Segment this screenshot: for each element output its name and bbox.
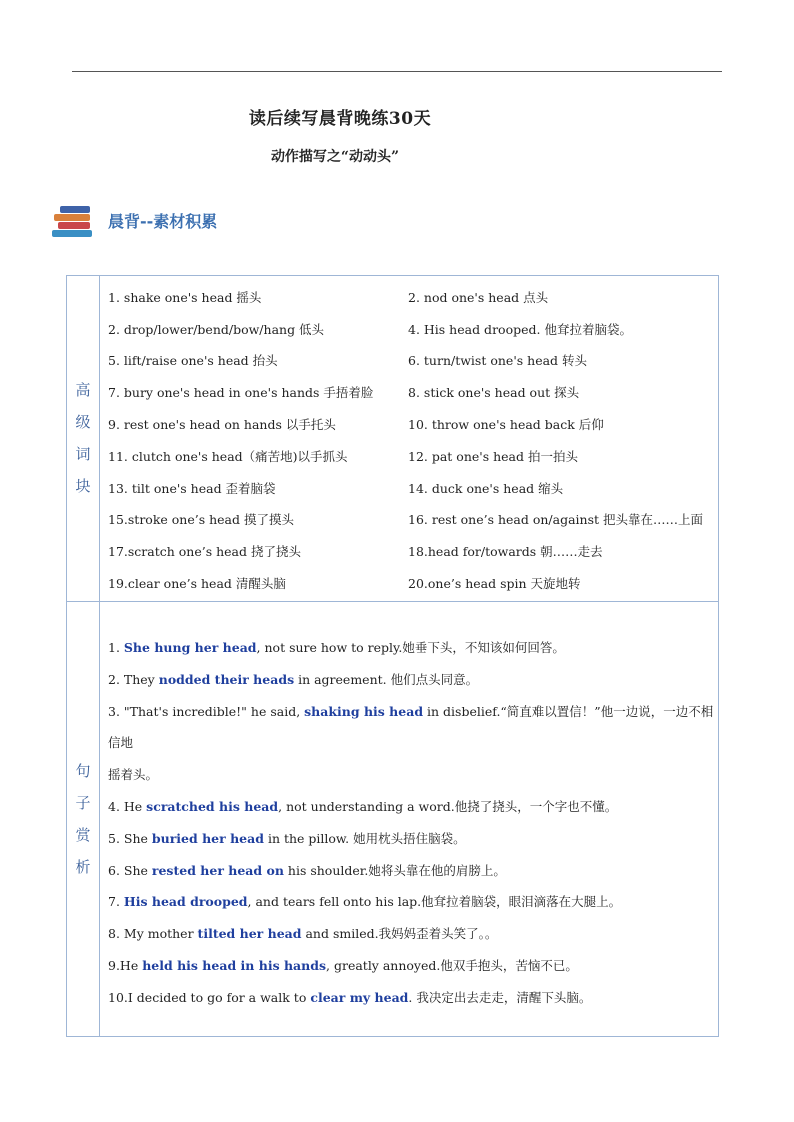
highlight-phrase: shaking his head	[304, 703, 424, 719]
highlight-phrase: buried her head	[151, 830, 264, 846]
sentence-block	[67, 601, 719, 1036]
sentence-row	[108, 855, 714, 887]
sentence-text: 3. "That's incredible!" he said,	[108, 703, 305, 719]
content-table	[66, 275, 719, 1037]
sentence-row	[108, 632, 714, 664]
vocab-item-right: 8. stick one's head out 探头	[408, 385, 580, 401]
sentence-label	[67, 601, 100, 1036]
page-subtitle: 动作描写之“动动头”	[270, 149, 400, 165]
highlight-phrase: She hung her head	[123, 639, 257, 655]
vocab-row	[108, 440, 718, 472]
vocab-row	[108, 472, 718, 504]
vocab-item-left: 7. bury one's head in one's hands 手捂着脸	[108, 385, 374, 401]
vocab-item-left: 19.clear one’s head 清醒头脑	[108, 576, 286, 592]
vocab-item-right: 18.head for/towards 朝……走去	[408, 544, 603, 560]
highlight-phrase: rested her head on	[151, 862, 284, 878]
sentence-text: 10.I decided to go for a walk to	[108, 989, 311, 1005]
vocab-item-left: 15.stroke one’s head 摸了摸头	[108, 512, 294, 528]
vocab-item-left: 11. clutch one's head（痛苦地)以手抓头	[108, 448, 348, 464]
label-char: 级	[75, 413, 91, 432]
vocab-item-right: 14. duck one's head 缩头	[408, 480, 564, 496]
sentence-text: 2. They	[108, 671, 159, 687]
sentence-text: 摇着头。	[108, 767, 159, 783]
sentence-row	[108, 696, 714, 760]
vocab-row	[108, 281, 718, 313]
sentence-text: 4. He	[108, 798, 147, 814]
sentence-row	[108, 886, 714, 918]
vocab-item-right: 2. nod one's head 点头	[408, 289, 549, 305]
vocab-row	[108, 504, 718, 536]
label-char: 子	[75, 793, 91, 812]
highlight-phrase: His head drooped	[123, 894, 248, 910]
vocab-item-right: 6. turn/twist one's head 转头	[408, 353, 588, 369]
highlight-phrase: tilted her head	[197, 926, 302, 942]
sentence-text: 7.	[108, 894, 124, 910]
sentence-text: in the pillow. 她用枕头捂住脑袋。	[263, 830, 466, 846]
sentence-text: his shoulder.她将头靠在他的肩膀上。	[283, 862, 506, 878]
vocab-item-left: 2. drop/lower/bend/bow/hang 低头	[108, 321, 325, 337]
vocab-item-right: 20.one’s head spin 天旋地转	[408, 576, 581, 592]
section-header	[52, 202, 217, 238]
top-rule	[72, 71, 722, 72]
sentence-row	[108, 759, 714, 791]
label-char: 词	[75, 445, 91, 464]
sentence-text: 6. She	[108, 862, 152, 878]
sentence-text: 1.	[108, 639, 124, 655]
vocab-item-left: 5. lift/raise one's head 抬头	[108, 353, 278, 369]
vocab-row	[108, 408, 718, 440]
sentence-text: , not sure how to reply.她垂下头，不知该如何回答。	[256, 639, 565, 655]
label-char: 句	[75, 761, 91, 780]
sentence-text: 9.He	[108, 957, 143, 973]
sentence-row	[108, 950, 714, 982]
books-icon	[52, 203, 96, 237]
sentence-text: , not understanding a word.他挠了挠头，一个字也不懂。	[278, 798, 618, 814]
label-char: 高	[75, 381, 91, 400]
label-char: 赏	[75, 825, 91, 844]
sentence-text: 8. My mother	[108, 926, 198, 942]
sentence-text: 5. She	[108, 830, 152, 846]
sentence-text: . 我决定出去走走，清醒下头脑。	[408, 989, 592, 1005]
vocab-row	[108, 535, 718, 567]
sentence-text: , and tears fell onto his lap.他耷拉着脑袋，眼泪滴落在大腿上。	[247, 894, 622, 910]
vocab-item-right: 4. His head drooped. 他耷拉着脑袋。	[408, 321, 632, 337]
sentence-row	[108, 791, 714, 823]
sentence-text: in agreement. 他们点头同意。	[294, 671, 479, 687]
vocab-item-left: 9. rest one's head on hands 以手托头	[108, 417, 336, 433]
highlight-phrase: held his head in his hands	[142, 957, 327, 973]
vocab-list	[100, 276, 719, 602]
vocab-row	[108, 567, 718, 599]
sentence-row	[108, 918, 714, 950]
label-char: 块	[75, 477, 91, 496]
label-char: 析	[75, 857, 91, 876]
sentence-text: and smiled.我妈妈歪着头笑了。。	[301, 926, 498, 942]
sentence-row	[108, 982, 714, 1014]
highlight-phrase: nodded their heads	[158, 671, 295, 687]
vocab-row	[108, 345, 718, 377]
vocab-item-right: 16. rest one’s head on/against 把头靠在……上面	[408, 512, 704, 528]
vocab-item-left: 17.scratch one’s head 挠了挠头	[108, 544, 301, 560]
vocab-item-left: 13. tilt one's head 歪着脑袋	[108, 480, 276, 496]
sentence-row	[108, 664, 714, 696]
section-title: 晨背--素材积累	[108, 211, 218, 231]
vocab-item-right: 12. pat one's head 拍一拍头	[408, 448, 578, 464]
vocab-item-left: 1. shake one's head 摇头	[108, 289, 262, 305]
highlight-phrase: scratched his head	[146, 798, 279, 814]
vocab-item-right: 10. throw one's head back 后仰	[408, 417, 604, 433]
vocab-label	[67, 276, 100, 602]
sentence-list	[100, 601, 719, 1036]
sentence-text: , greatly annoyed.他双手抱头，苦恼不已。	[326, 957, 578, 973]
vocab-block	[67, 276, 719, 602]
highlight-phrase: clear my head	[310, 989, 409, 1005]
vocab-row	[108, 376, 718, 408]
vocab-row	[108, 313, 718, 345]
sentence-row	[108, 823, 714, 855]
page-title: 读后续写晨背晚练30天	[248, 109, 432, 129]
sentence-text: in disbelief.“简直难以置信！”他一边说，一边不相信地	[108, 703, 714, 751]
